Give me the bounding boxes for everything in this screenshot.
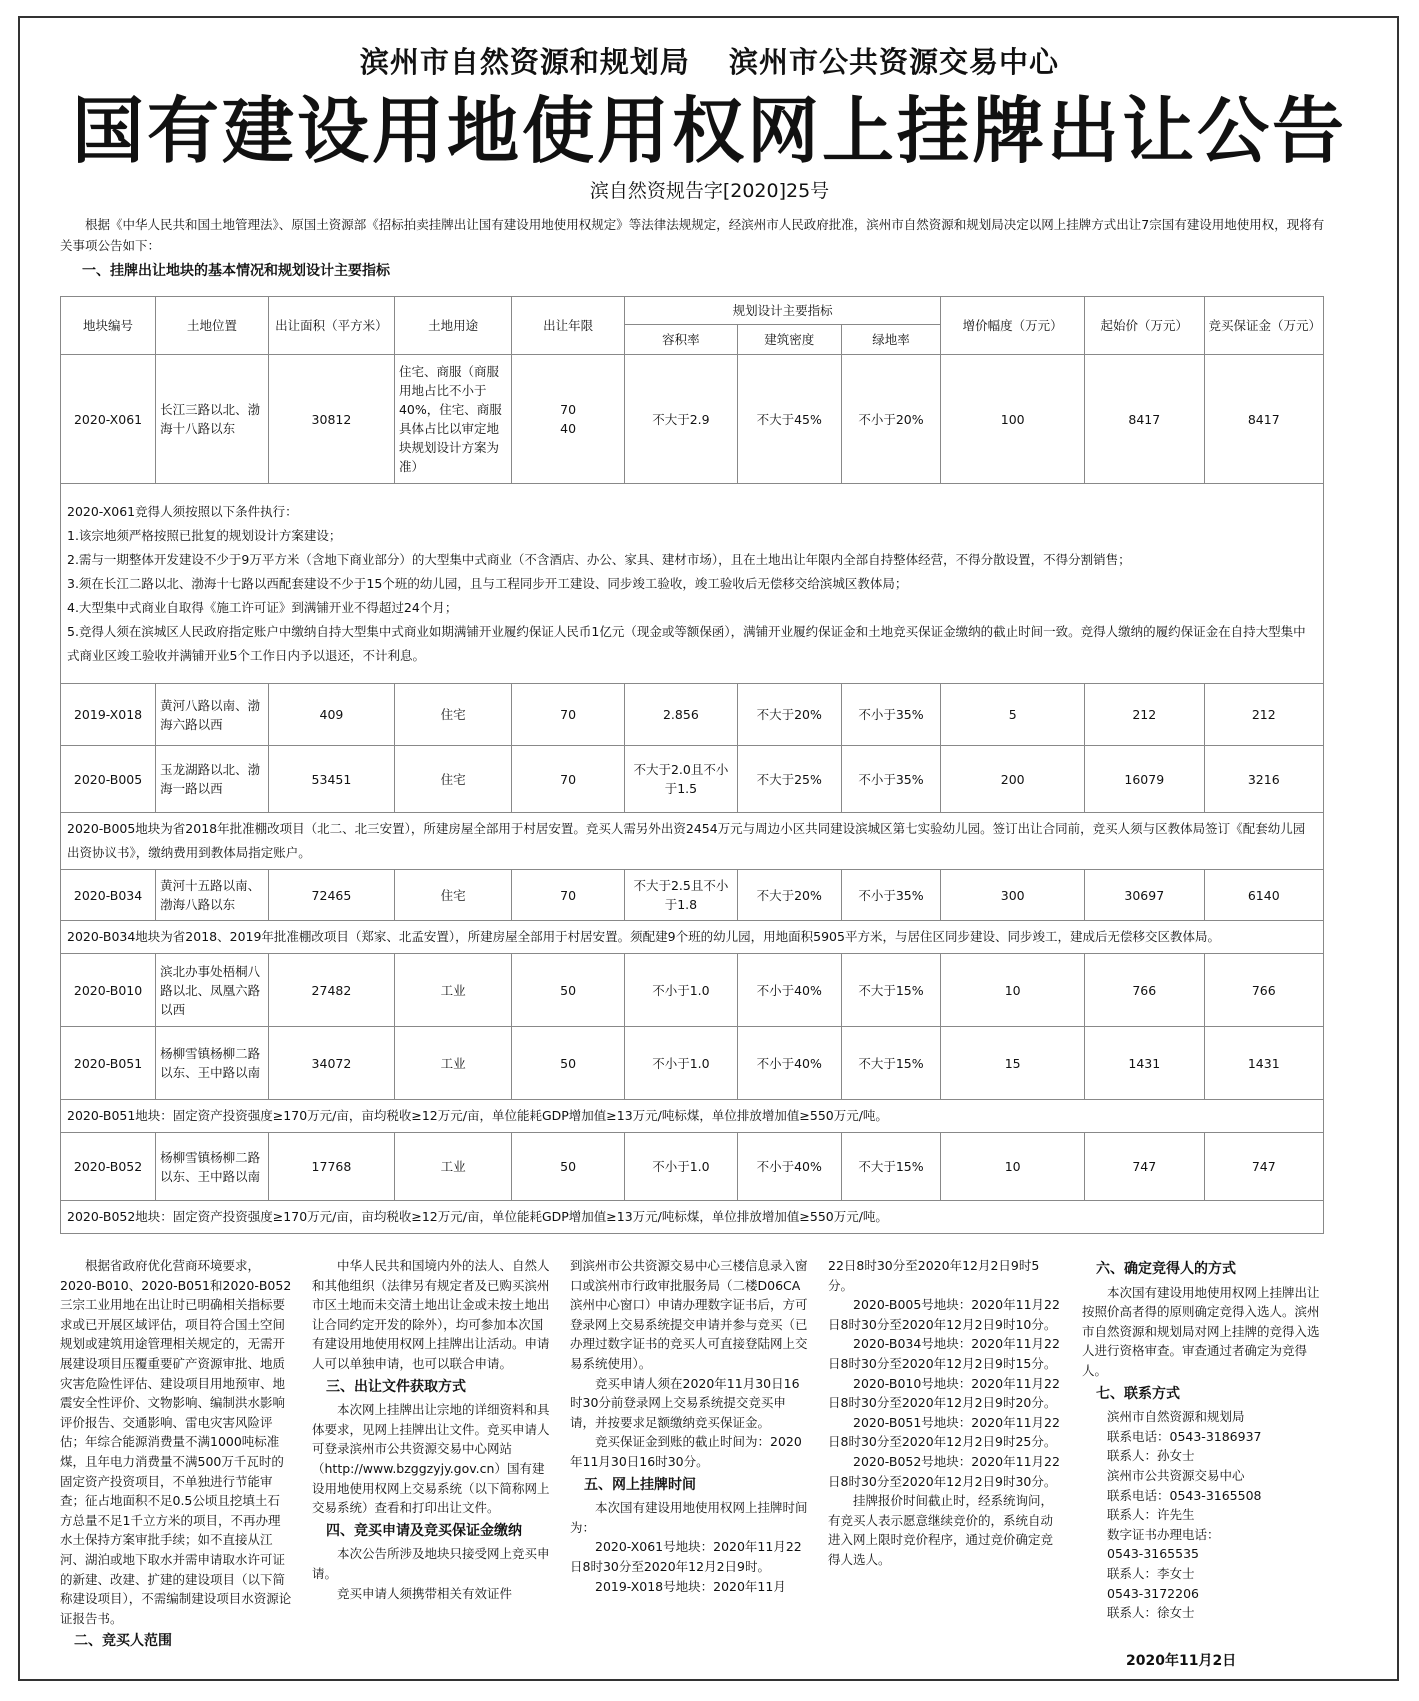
cell-green: 不小于35% (841, 870, 941, 921)
cell-years: 50 (512, 1027, 625, 1100)
cell-area: 17768 (268, 1133, 394, 1201)
table-row (61, 1133, 1324, 1201)
note-line: 5.竞得人须在滨城区人民政府指定账户中缴纳自持大型集中式商业如期满铺开业履约保证人民币1亿元（现金或等额保函），满铺开业履约保证金和土地竞买保证金缴纳的截止时间一致。竞得人缴纳的履约保证金在自持大型集中式商业区竣工验收并满铺开业5个工作日内予以退还，不计利息。 (67, 623, 1306, 663)
header-location: 土地位置 (156, 297, 269, 355)
cell-code: 2020-B034 (61, 870, 156, 921)
section-3-title: 三、出让文件获取方式 (326, 1378, 466, 1395)
cell-green: 不大于15% (841, 1133, 941, 1201)
cell-density: 不大于20% (737, 870, 841, 921)
cell-start-price: 1431 (1085, 1027, 1204, 1100)
header-increment: 增价幅度（万元） (941, 297, 1085, 355)
header-density: 建筑密度 (737, 325, 841, 355)
cell-location: 滨北办事处梧桐八路以北、凤凰六路以西 (156, 954, 269, 1027)
cell-density: 不小于40% (737, 954, 841, 1027)
cell-years: 70 (512, 746, 625, 813)
cell-code: 2020-X061 (61, 355, 156, 484)
note-line: 3.须在长江二路以北、渤海十七路以西配套建设不少于15个班的幼儿园，且与工程同步开工建设、同步竣工验收，竣工验收后无偿移交给滨城区教体局； (67, 575, 908, 591)
section-4-title: 四、竞买申请及竞买保证金缴纳 (326, 1522, 522, 1539)
contact-line: 联系电话：0543-3165508 (1107, 1487, 1262, 1503)
land-parcel-table (60, 296, 1324, 1234)
cell-code: 2020-B010 (61, 954, 156, 1027)
cell-use: 住宅 (394, 684, 511, 746)
table-header-row (61, 297, 1324, 325)
header-deposit: 竞买保证金（万元） (1204, 297, 1324, 355)
cell-deposit: 747 (1204, 1133, 1324, 1201)
cell-increment: 15 (941, 1027, 1085, 1100)
cell-use: 住宅 (394, 870, 511, 921)
paragraph: 本次网上挂牌出让宗地的详细资料和具体要求，见网上挂牌出让文件。竞买申请人可登录滨州市公共资源交易中心网站（http://www.bzggzyjy.gov.cn）国有建设用地使用权网上交易系统（以下简称网上交易系统）查看和打印出让文件。 (312, 1402, 550, 1516)
header-green: 绿地率 (841, 325, 941, 355)
contact-line: 0543-3165535 (1107, 1546, 1199, 1562)
cell-location: 黄河十五路以南、渤海八路以东 (156, 870, 269, 921)
cell-use: 工业 (394, 954, 511, 1027)
cell-years: 50 (512, 954, 625, 1027)
header-area: 出让面积（平方米） (268, 297, 394, 355)
cell-years: 50 (512, 1133, 625, 1201)
page-title: 国有建设用地使用权网上挂牌出让公告 (71, 89, 1347, 173)
contact-line: 数字证书办理电话： (1107, 1526, 1220, 1542)
cell-years: 70 (512, 870, 625, 921)
cell-far: 不小于1.0 (624, 954, 737, 1027)
paragraph: 挂牌报价时间截止时，经系统询问，有竞买人表示愿意继续竞价的，系统自动进入网上限时竞价程序，通过竞价确定竞得人选人。 (828, 1493, 1054, 1567)
note-b034: 2020-B034地块为省2018、2019年批准棚改项目（郑家、北孟安置），所建房屋全部用于村居安置。须配建9个班的幼儿园，用地面积5905平方米，与居住区同步建设、同步竣工，建成后无偿移交区教体局。 (61, 921, 1324, 954)
header-start-price: 起始价（万元） (1085, 297, 1204, 355)
cell-start-price: 766 (1085, 954, 1204, 1027)
paragraph: 中华人民共和国境内外的法人、自然人和其他组织（法律另有规定者及已购买滨州市区土地而未交清土地出让金或未按土地出让合同约定开发的除外），均可参加本次国有建设用地使用权网上挂牌出让活动。申请人可以单独申请，也可以联合申请。 (312, 1258, 550, 1371)
paragraph: 本次国有建设用地使用权网上挂牌出让按照价高者得的原则确定竞得入选人。滨州市自然资源和规划局对网上挂牌的竞得入选人进行资格审查。审查通过者确定为竞得人。 (1082, 1284, 1320, 1378)
contact-line: 0543-3172206 (1107, 1585, 1199, 1601)
cell-far: 2.856 (624, 684, 737, 746)
cell-density: 不小于40% (737, 1133, 841, 1201)
org-header (0, 40, 1419, 81)
cell-deposit: 3216 (1204, 746, 1324, 813)
table-row (61, 684, 1324, 746)
org-trading-center: 滨州市公共资源交易中心 (729, 45, 1060, 79)
cell-code: 2020-B005 (61, 746, 156, 813)
cell-green: 不小于35% (841, 684, 941, 746)
cell-start-price: 30697 (1085, 870, 1204, 921)
header-years: 出让年限 (512, 297, 625, 355)
contact-line: 联系人：许先生 (1107, 1507, 1195, 1523)
table-row (61, 1027, 1324, 1100)
cell-far: 不大于2.9 (624, 355, 737, 484)
cell-deposit: 6140 (1204, 870, 1324, 921)
cell-far: 不大于2.5且不小于1.8 (624, 870, 737, 921)
note-row-b052 (61, 1201, 1324, 1234)
cell-start-price: 8417 (1085, 355, 1204, 484)
table-row (61, 746, 1324, 813)
paragraph: 2019-X018号地块：2020年11月 (595, 1578, 786, 1594)
paragraph: 22日8时30分至2020年12月2日9时5分。 (828, 1258, 1040, 1293)
cell-location: 黄河八路以南、渤海六路以西 (156, 684, 269, 746)
column-3 (570, 1256, 810, 1596)
paragraph: 2020-B010号地块：2020年11月22日8时30分至2020年12月2日9时20分。 (828, 1375, 1060, 1411)
paragraph: 根据省政府优化营商环境要求，2020-B010、2020-B051和2020-B052三宗工业用地在出让时已明确相关指标要求或已开展区域评估，项目符合国土空间规划或建筑用途管理相关规定的，无需开展建设项目压覆重要矿产资源审批、地质灾害危险性评估、建设项目用地预审、地震安全性评价、文物影响、编制洪水影响评价报告、交通影响、雷电灾害风险评估；年综合能源消费量不满1000吨标准煤，且年电力消费量不满500万千瓦时的固定资产投资项目，不单独进行节能审查；征占地面积不足0.5公顷且挖填土石方总量不足1千立方米的项目，不再办理水土保持方案审批手续；如不直接从江河、湖泊或地下取水并需申请取水许可证的新建、改建、扩建的建设项目（以下简称建设项目），不需编制建设项目水资源论证报告书。 (60, 1258, 292, 1626)
cell-use: 工业 (394, 1027, 511, 1100)
table-row (61, 870, 1324, 921)
cell-increment: 5 (941, 684, 1085, 746)
cell-area: 409 (268, 684, 394, 746)
contact-line: 联系电话：0543-3186937 (1107, 1428, 1262, 1444)
cell-far: 不小于1.0 (624, 1027, 737, 1100)
contact-line: 联系人：徐女士 (1107, 1605, 1195, 1621)
paragraph: 2020-X061号地块：2020年11月22日8时30分至2020年12月2日9时。 (570, 1539, 802, 1574)
note-b005: 2020-B005地块为省2018年批准棚改项目（北二、北三安置），所建房屋全部用于村居安置。竞买人需另外出资2454万元与周边小区共同建设滨城区第七实验幼儿园。签订出让合同前，竞买人须与区教体局签订《配套幼儿园出资协议书》，缴纳费用到教体局指定账户。 (61, 813, 1324, 870)
paragraph: 本次公告所涉及地块只接受网上竞买申请。 (312, 1546, 550, 1581)
cell-use: 住宅 (394, 746, 511, 813)
note-line: 2020-X061竞得人须按照以下条件执行： (67, 503, 298, 519)
cell-density: 不大于20% (737, 684, 841, 746)
cell-area: 30812 (268, 355, 394, 484)
note-row-b005 (61, 813, 1324, 870)
cell-far: 不小于1.0 (624, 1133, 737, 1201)
paragraph: 竞买保证金到账的截止时间为：2020年11月30日16时30分。 (570, 1434, 802, 1469)
section-7-title: 七、联系方式 (1096, 1385, 1180, 1402)
cell-far: 不大于2.0且不小于1.5 (624, 746, 737, 813)
contact-line: 滨州市公共资源交易中心 (1107, 1467, 1245, 1483)
table-row (61, 355, 1324, 484)
cell-increment: 100 (941, 355, 1085, 484)
cell-start-price: 212 (1085, 684, 1204, 746)
cell-area: 34072 (268, 1027, 394, 1100)
cell-years: 70 40 (512, 355, 625, 484)
cell-increment: 10 (941, 1133, 1085, 1201)
column-5 (1082, 1256, 1324, 1623)
cell-increment: 10 (941, 954, 1085, 1027)
note-b051: 2020-B051地块：固定资产投资强度≥170万元/亩，亩均税收≥12万元/亩，单位能耗GDP增加值≥13万元/吨标煤，单位排放增加值≥550万元/吨。 (61, 1100, 1324, 1133)
note-b052: 2020-B052地块：固定资产投资强度≥170万元/亩，亩均税收≥12万元/亩，单位能耗GDP增加值≥13万元/吨标煤，单位排放增加值≥550万元/吨。 (61, 1201, 1324, 1234)
contact-line: 滨州市自然资源和规划局 (1107, 1409, 1245, 1425)
paragraph: 2020-B005号地块：2020年11月22日8时30分至2020年12月2日9时10分。 (828, 1297, 1060, 1332)
cell-deposit: 212 (1204, 684, 1324, 746)
paragraph: 竞买申请人须在2020年11月30日16时30分前登录网上交易系统提交竞买申请，并按要求足额缴纳竞买保证金。 (570, 1375, 800, 1430)
cell-green: 不大于15% (841, 1027, 941, 1100)
cell-area: 53451 (268, 746, 394, 813)
cell-density: 不大于25% (737, 746, 841, 813)
note-row-b051 (61, 1100, 1324, 1133)
cell-area: 27482 (268, 954, 394, 1027)
cell-area: 72465 (268, 870, 394, 921)
cell-green: 不小于20% (841, 355, 941, 484)
cell-location: 长江三路以北、渤海十八路以东 (156, 355, 269, 484)
section-5-title: 五、网上挂牌时间 (584, 1476, 696, 1493)
cell-deposit: 1431 (1204, 1027, 1324, 1100)
cell-deposit: 8417 (1204, 355, 1324, 484)
cell-start-price: 16079 (1085, 746, 1204, 813)
cell-location: 玉龙湖路以北、渤海一路以西 (156, 746, 269, 813)
note-line: 2.需与一期整体开发建设不少于9万平方米（含地下商业部分）的大型集中式商业（不含酒店、办公、家具、建材市场），且在土地出让年限内全部自持整体经营，不得分散设置，不得分割销售； (67, 551, 1131, 567)
contact-line: 联系人：孙女士 (1107, 1448, 1195, 1464)
header-use: 土地用途 (394, 297, 511, 355)
cell-start-price: 747 (1085, 1133, 1204, 1201)
note-line: 1.该宗地须严格按照已批复的规划设计方案建设； (67, 527, 342, 543)
cell-green: 不大于15% (841, 954, 941, 1027)
header-code: 地块编号 (61, 297, 156, 355)
org-natural-resources: 滨州市自然资源和规划局 (359, 45, 690, 79)
announcement-date: 2020年11月2日 (1126, 1653, 1237, 1669)
paragraph: 2020-B051号地块：2020年11月22日8时30分至2020年12月2日9时25分。 (828, 1414, 1060, 1450)
cell-location: 杨柳雪镇杨柳二路以东、王中路以南 (156, 1027, 269, 1100)
cell-use: 工业 (394, 1133, 511, 1201)
note-row-b034 (61, 921, 1324, 954)
note-x061 (61, 484, 1324, 684)
header-planning: 规划设计主要指标 (624, 297, 940, 325)
cell-use: 住宅、商服（商服用地占比不小于40%，住宅、商服具体占比以审定地块规划设计方案为准） (394, 355, 511, 484)
column-4 (828, 1256, 1064, 1570)
column-1 (60, 1256, 292, 1655)
body-columns (60, 1256, 1324, 1676)
document-number: 滨自然资规告字[2020]25号 (589, 180, 830, 202)
section-1-title: 一、挂牌出让地块的基本情况和规划设计主要指标 (82, 263, 390, 279)
note-line: 4.大型集中式商业自取得《施工许可证》到满铺开业不得超过24个月； (67, 599, 458, 615)
header-far: 容积率 (624, 325, 737, 355)
cell-density: 不小于40% (737, 1027, 841, 1100)
cell-code: 2020-B052 (61, 1133, 156, 1201)
note-row-x061 (61, 484, 1324, 684)
paragraph: 2020-B052号地块：2020年11月22日8时30分至2020年12月2日9时30分。 (828, 1453, 1060, 1489)
paragraph: 本次国有建设用地使用权网上挂牌时间为： (570, 1500, 808, 1535)
section-6-title: 六、确定竞得人的方式 (1096, 1261, 1236, 1277)
cell-years: 70 (512, 684, 625, 746)
cell-location: 杨柳雪镇杨柳二路以东、王中路以南 (156, 1133, 269, 1201)
contact-line: 联系人：李女士 (1107, 1565, 1195, 1581)
cell-green: 不小于35% (841, 746, 941, 813)
cell-code: 2019-X018 (61, 684, 156, 746)
intro-paragraph: 根据《中华人民共和国土地管理法》、原国土资源部《招标拍卖挂牌出让国有建设用地使用权规定》等法律法规规定，经滨州市人民政府批准，滨州市自然资源和规划局决定以网上挂牌方式出让7宗国有建设用地使用权，现将有关事项公告如下： (60, 217, 1325, 253)
cell-density: 不大于45% (737, 355, 841, 484)
cell-code: 2020-B051 (61, 1027, 156, 1100)
paragraph: 到滨州市公共资源交易中心三楼信息录入窗口或滨州市行政审批服务局（二楼D06CA滨州中心窗口）申请办理数字证书后，方可登录网上交易系统提交申请并参与竞买（已办理过数字证书的竞买人可直接登陆网上交易系统使用）。 (570, 1258, 808, 1371)
paragraph: 2020-B034号地块：2020年11月22日8时30分至2020年12月2日9时15分。 (828, 1336, 1060, 1371)
section-2-title: 二、竞买人范围 (74, 1633, 172, 1650)
cell-increment: 200 (941, 746, 1085, 813)
column-2 (312, 1256, 552, 1603)
cell-increment: 300 (941, 870, 1085, 921)
cell-deposit: 766 (1204, 954, 1324, 1027)
paragraph: 竞买申请人须携带相关有效证件 (337, 1585, 513, 1601)
table-row (61, 954, 1324, 1027)
